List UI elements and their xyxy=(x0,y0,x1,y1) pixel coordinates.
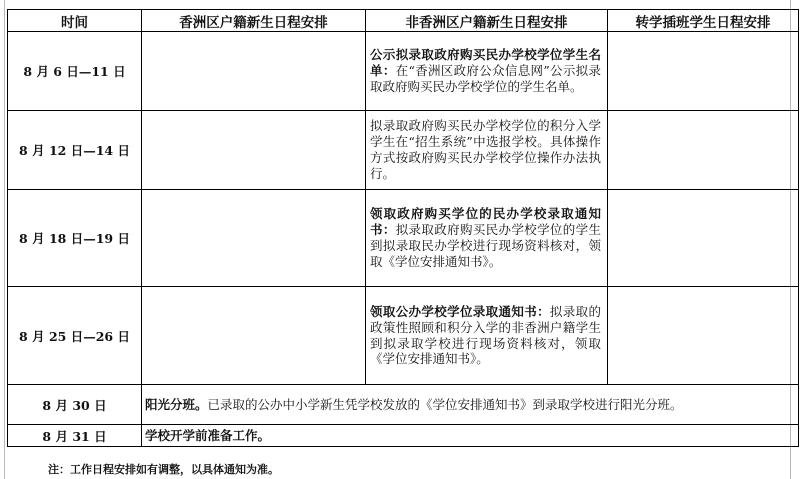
cell-text: 已录取的公办中小学新生凭学校发放的《学位安排通知书》到录取学校进行阳光分班。 xyxy=(207,396,683,412)
header-xiangzhou: 香洲区户籍新生日程安排 xyxy=(142,10,366,32)
cell-text: 拟录取的政策性照顾和积分入学的非香洲户籍学生到拟录取学校进行现场资料核对，领取《学位安排通知书》。 xyxy=(370,303,601,367)
cell-bold-text: 公示拟录取政府购买民办学校学位学生名单： xyxy=(370,47,601,79)
non-xiangzhou-cell xyxy=(366,287,608,385)
row-date: 8 月 31 日 xyxy=(8,425,142,447)
row-date: 8 月 18 日—19 日 xyxy=(8,190,142,287)
cell-bold-text: 阳光分班。 xyxy=(145,396,208,412)
header-row xyxy=(8,10,799,32)
row-date: 8 月 6 日—11 日 xyxy=(8,32,142,111)
spanning-cell xyxy=(142,425,799,447)
non-xiangzhou-cell xyxy=(366,111,608,190)
schedule-table xyxy=(7,9,799,447)
spanning-cell xyxy=(142,385,799,425)
xiangzhou-cell xyxy=(142,190,366,287)
cell-bold-text: 领取公办学校学位录取通知书： xyxy=(370,303,550,319)
transfer-cell xyxy=(608,190,799,287)
header-time: 时间 xyxy=(8,10,142,32)
cell-text: 拟录取政府购买民办学校学位的学生到拟录取民办学校进行现场资料核对，领取《学位安排通知书》。 xyxy=(370,222,601,269)
non-xiangzhou-cell xyxy=(366,32,608,111)
xiangzhou-cell xyxy=(142,287,366,385)
non-xiangzhou-cell xyxy=(366,190,608,287)
page-edge-left xyxy=(4,0,5,479)
header-non-xiangzhou: 非香洲区户籍新生日程安排 xyxy=(366,10,608,32)
table-row xyxy=(8,32,799,111)
row-date: 8 月 12 日—14 日 xyxy=(8,111,142,190)
table-row xyxy=(8,190,799,287)
xiangzhou-cell xyxy=(142,111,366,190)
row-date: 8 月 30 日 xyxy=(8,385,142,425)
transfer-cell xyxy=(608,287,799,385)
cell-bold-text: 领取政府购买学位的民办学校录取通知书： xyxy=(370,206,601,238)
table-row-spanning xyxy=(8,425,799,447)
table-row-spanning xyxy=(8,385,799,425)
cell-text: 在“香洲区政府公众信息网”公示拟录取政府购买民办学校学位的学生名单。 xyxy=(370,63,601,94)
table-row xyxy=(8,111,799,190)
table-row xyxy=(8,287,799,385)
footnote: 注：工作日程安排如有调整，以具体通知为准。 xyxy=(48,463,279,476)
header-transfer: 转学插班学生日程安排 xyxy=(608,10,799,32)
row-date: 8 月 25 日—26 日 xyxy=(8,287,142,385)
xiangzhou-cell xyxy=(142,32,366,111)
cell-bold-text: 学校开学前准备工作。 xyxy=(145,427,271,443)
transfer-cell xyxy=(608,111,799,190)
transfer-cell xyxy=(608,32,799,111)
cell-text: 拟录取政府购买民办学校学位的积分入学学生在“招生系统”中选报学校。具体操作方式按政府购买民办学校学位操作办法执行。 xyxy=(370,118,601,181)
